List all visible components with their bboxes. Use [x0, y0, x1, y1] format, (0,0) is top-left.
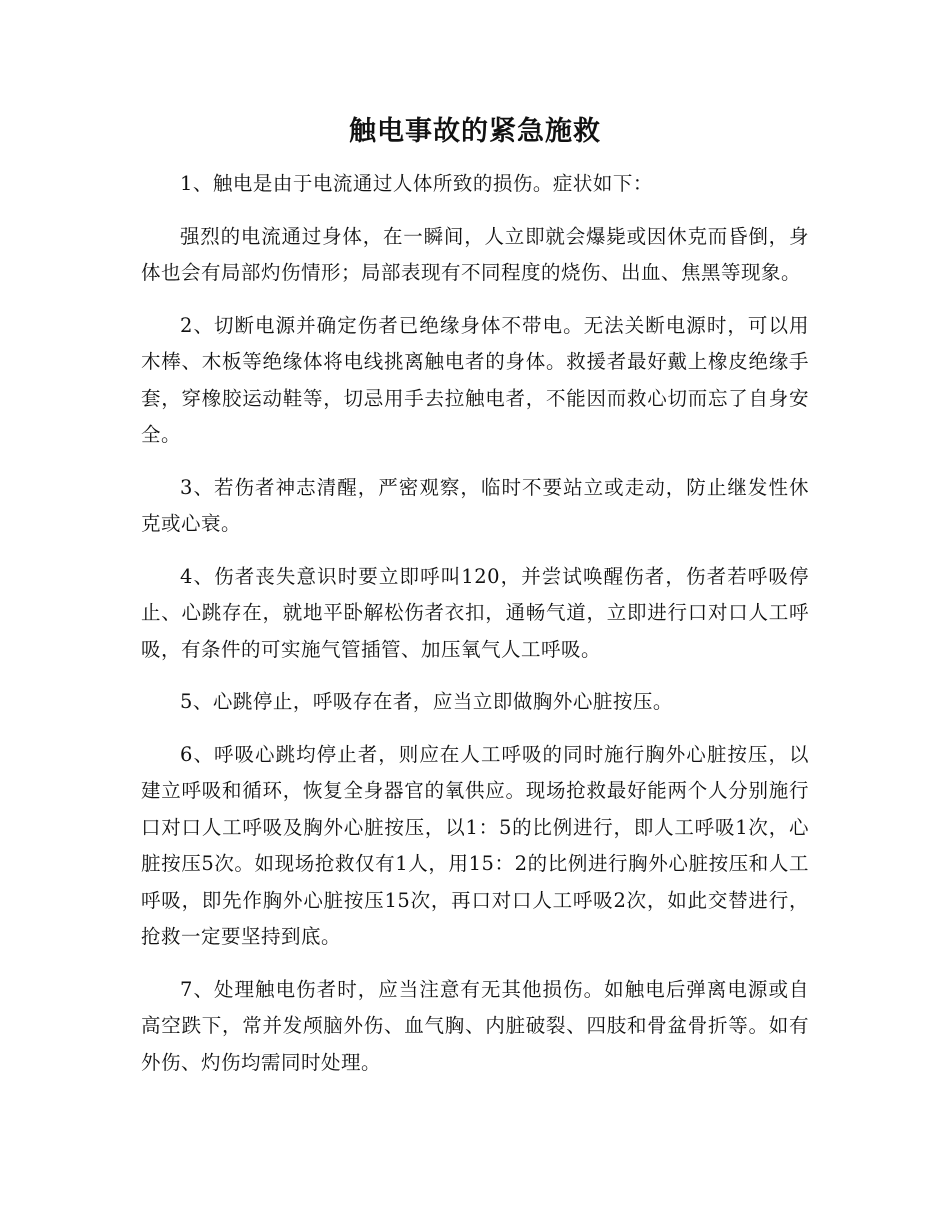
document-title: 触电事故的紧急施救	[349, 116, 601, 147]
paragraph-1: 1、触电是由于电流通过人体所致的损伤。症状如下：	[180, 172, 653, 195]
paragraph-5: 4、伤者丧失意识时要立即呼叫120，并尝试唤醒伤者，伤者若呼吸停止、心跳存在，就地平卧解松伤者衣扣，通畅气道，立即进行口对口人工呼吸，有条件的可实施气管插管、加压氧气人工呼吸。	[141, 564, 809, 661]
paragraph-7: 6、呼吸心跳均停止者，则应在人工呼吸的同时施行胸外心脏按压，以建立呼吸和循环，恢复全身器官的氧供应。现场抢救最好能两个人分别施行口对口人工呼吸及胸外心脏按压，以1：5的比例进行，即人工呼吸1次，心脏按压5次。如现场抢救仅有1人，用15：2的比例进行胸外心脏按压和人工呼吸，即先作胸外心脏按压15次，再口对口人工呼吸2次，如此交替进行，抢救一定要坚持到底。	[141, 742, 809, 948]
document-body	[141, 166, 809, 1097]
paragraph-3: 2、切断电源并确定伤者已绝缘身体不带电。无法关断电源时，可以用木棒、木板等绝缘体将电线挑离触电者的身体。救援者最好戴上橡皮绝缘手套，穿橡胶运动鞋等，切忌用手去拉触电者，不能因而救心切而忘了自身安全。	[141, 313, 809, 446]
paragraph-4: 3、若伤者神志清醒，严密观察，临时不要站立或走动，防止继发性休克或心衰。	[141, 475, 809, 535]
paragraph-6: 5、心跳停止，呼吸存在者，应当立即做胸外心脏按压。	[180, 690, 673, 713]
paragraph-2: 强烈的电流通过身体，在一瞬间，人立即就会爆毙或因休克而昏倒，身体也会有局部灼伤情形；局部表现有不同程度的烧伤、出血、焦黑等现象。	[141, 224, 809, 284]
paragraph-8: 7、处理触电伤者时，应当注意有无其他损伤。如触电后弹离电源或自高空跌下，常并发颅脑外伤、血气胸、内脏破裂、四肢和骨盆骨折等。如有外伤、灼伤均需同时处理。	[141, 977, 809, 1074]
